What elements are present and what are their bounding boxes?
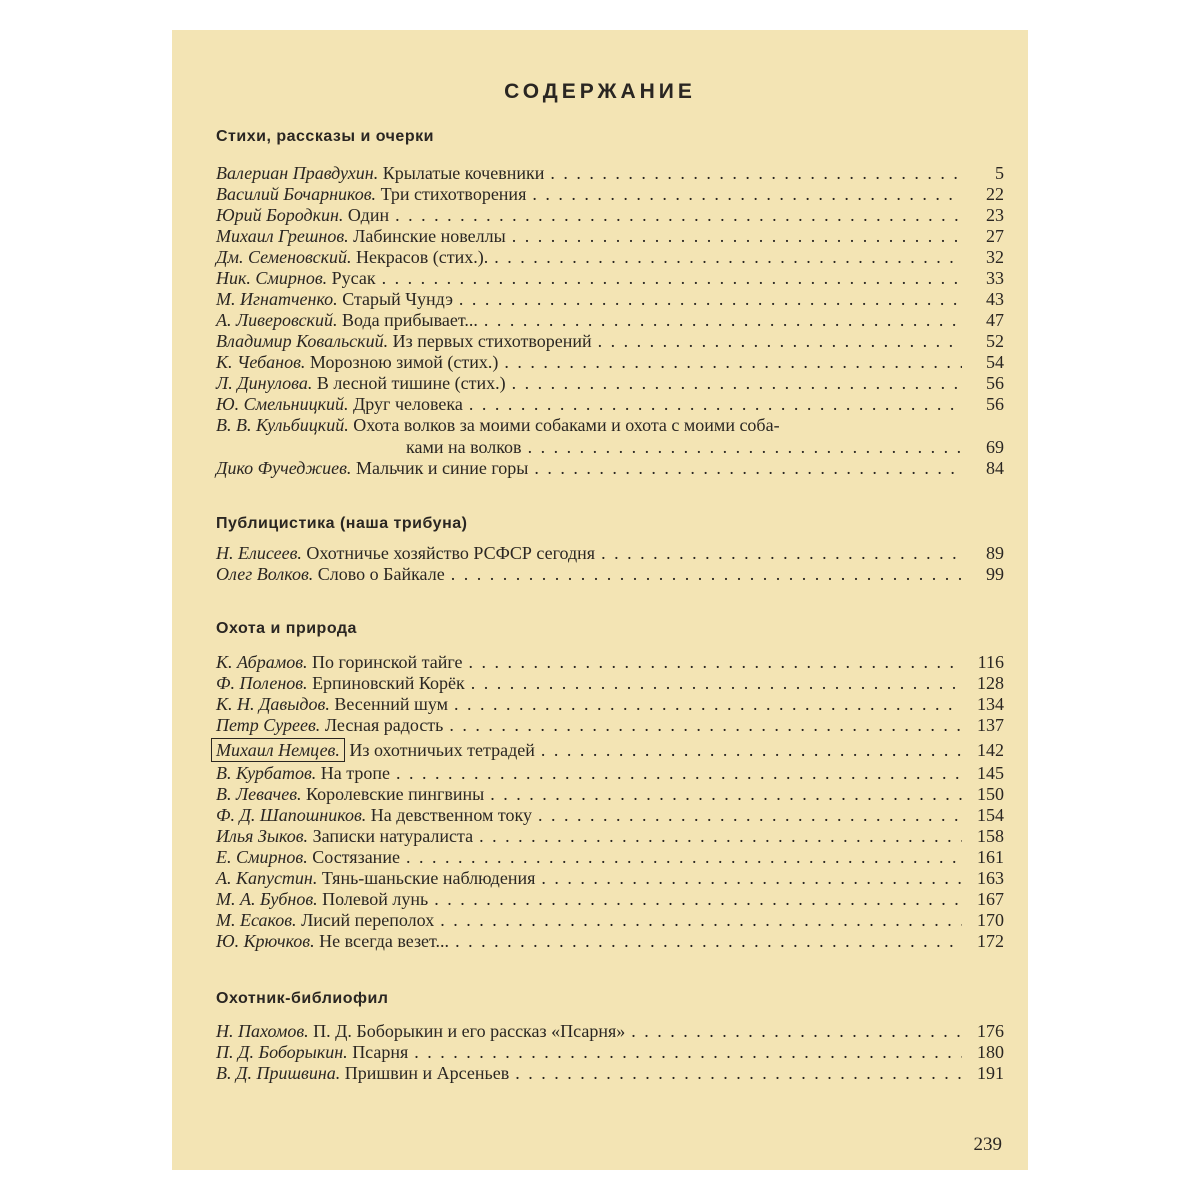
toc-entry — [216, 930, 1004, 952]
entry-title: Охота волков за моими собаками и охота с моими соба- — [353, 415, 780, 435]
leader-dots — [550, 162, 962, 184]
leader-dots — [512, 225, 962, 247]
entry-page: 89 — [986, 543, 1004, 563]
entry-author: Валериан Правдухин. — [216, 163, 379, 183]
entry-author: К. Абрамов. — [216, 652, 308, 672]
entry-page: 137 — [977, 715, 1004, 735]
toc-entry — [216, 267, 1004, 289]
toc-entry — [216, 714, 1004, 736]
leader-dots — [479, 825, 962, 847]
contents-heading: СОДЕРЖАНИЕ — [504, 80, 696, 103]
leader-dots — [469, 393, 962, 415]
entry-author: Ф. Д. Шапошников. — [216, 805, 367, 825]
entry-author: Михаил Немцев. — [211, 738, 345, 762]
toc-entry — [216, 1041, 1004, 1063]
entry-author: Юрий Бородкин. — [216, 205, 344, 225]
toc-entry — [216, 288, 1004, 310]
toc-entry — [216, 762, 1004, 784]
leader-dots — [459, 288, 962, 310]
leader-dots — [528, 436, 962, 458]
entry-page: 69 — [986, 437, 1004, 457]
toc-entry — [216, 825, 1004, 847]
toc-entry — [216, 888, 1004, 910]
entry-author: Ю. Крючков. — [216, 931, 315, 951]
toc-entry — [216, 393, 1004, 415]
entry-author: Ю. Смельницкий. — [216, 394, 349, 414]
toc-entry — [216, 246, 1004, 268]
section-title: Стихи, рассказы и очерки — [216, 128, 434, 145]
toc-entry — [216, 309, 1004, 331]
entry-title: Охотничье хозяйство РСФСР сегодня — [306, 543, 596, 563]
leader-dots — [515, 1062, 962, 1084]
entry-page: 191 — [977, 1063, 1004, 1083]
leader-dots — [406, 846, 962, 868]
entry-page: 172 — [977, 931, 1004, 951]
leader-dots — [490, 783, 962, 805]
entry-title: Лесная радость — [324, 715, 444, 735]
entry-title: Из первых стихотворений — [392, 331, 592, 351]
page-number: 239 — [973, 1134, 1002, 1155]
toc-entry — [216, 867, 1004, 889]
entry-page: 5 — [995, 163, 1004, 183]
entry-author: А. Ливеровский. — [216, 310, 338, 330]
entry-title: Три стихотворения — [380, 184, 527, 204]
toc-entry — [216, 1062, 1004, 1084]
entry-page: 52 — [986, 331, 1004, 351]
entry-title: Ерпиновский Корёк — [312, 673, 465, 693]
leader-dots — [434, 888, 962, 910]
leader-dots — [454, 693, 962, 715]
entry-page: 54 — [986, 352, 1004, 372]
toc-entry — [216, 693, 1004, 715]
leader-dots — [451, 563, 962, 585]
entry-page: 176 — [977, 1021, 1004, 1041]
entry-title: Лабинские новеллы — [353, 226, 506, 246]
entry-author: К. Н. Давыдов. — [216, 694, 330, 714]
entry-author: Василий Бочарников. — [216, 184, 377, 204]
entry-author: К. Чебанов. — [216, 352, 306, 372]
entry-page: 56 — [986, 394, 1004, 414]
entry-title: По горинской тайге — [312, 652, 463, 672]
leader-dots — [414, 1041, 962, 1063]
book-page — [172, 30, 1028, 1170]
entry-page: 116 — [977, 652, 1004, 672]
toc-entry — [216, 1020, 1004, 1042]
entry-page: 134 — [977, 694, 1004, 714]
entry-title: Морозною зимой (стих.) — [309, 352, 499, 372]
entry-title: Некрасов (стих.). — [356, 247, 489, 267]
entry-title: В лесной тишине (стих.) — [316, 373, 506, 393]
entry-author: Е. Смирнов. — [216, 847, 308, 867]
leader-dots — [534, 457, 962, 479]
entry-title: На девственном току — [370, 805, 532, 825]
entry-author: Дм. Семеновский. — [216, 247, 352, 267]
leader-dots — [601, 542, 962, 564]
leader-dots — [631, 1020, 962, 1042]
toc-entry — [216, 183, 1004, 205]
entry-title: Слово о Байкале — [317, 564, 445, 584]
entry-author: Дико Фучеджиев. — [216, 458, 352, 478]
leader-dots — [512, 372, 962, 394]
leader-dots — [469, 651, 962, 673]
entry-page: 23 — [986, 205, 1004, 225]
toc-entry — [216, 738, 1004, 760]
leader-dots — [541, 867, 962, 889]
entry-page: 142 — [977, 740, 1004, 760]
entry-page: 56 — [986, 373, 1004, 393]
toc-entry — [216, 225, 1004, 247]
leader-dots — [504, 351, 962, 373]
leader-dots — [382, 267, 962, 289]
entry-page: 33 — [986, 268, 1004, 288]
leader-dots — [440, 909, 962, 931]
entry-author: М. А. Бубнов. — [216, 889, 318, 909]
leader-dots — [532, 183, 962, 205]
entry-page: 47 — [986, 310, 1004, 330]
toc-entry — [216, 804, 1004, 826]
entry-page: 163 — [977, 868, 1004, 888]
section-title: Охотник-библиофил — [216, 990, 389, 1007]
entry-author: Л. Динулова. — [216, 373, 313, 393]
entry-page: 84 — [986, 458, 1004, 478]
entry-author: А. Капустин. — [216, 868, 318, 888]
entry-page: 158 — [977, 826, 1004, 846]
toc-entry — [216, 162, 1004, 184]
leader-dots — [538, 804, 962, 826]
entry-title: Весенний шум — [334, 694, 449, 714]
leader-dots — [449, 714, 962, 736]
entry-title: Крылатые кочевники — [382, 163, 545, 183]
entry-page: 150 — [977, 784, 1004, 804]
entry-title: На тропе — [320, 763, 390, 783]
entry-author: Ф. Поленов. — [216, 673, 308, 693]
entry-title: Тянь-шаньские наблюдения — [321, 868, 536, 888]
entry-title: Мальчик и синие горы — [355, 458, 529, 478]
entry-title: Старый Чундэ — [342, 289, 453, 309]
entry-title: П. Д. Боборыкин и его рассказ «Псарня» — [313, 1021, 626, 1041]
toc-entry — [216, 783, 1004, 805]
entry-page: 154 — [977, 805, 1004, 825]
entry-title: Из охотничьих тетрадей — [349, 740, 535, 760]
entry-author: Владимир Ковальский. — [216, 331, 389, 351]
entry-page: 161 — [977, 847, 1004, 867]
entry-title: Королевские пингвины — [306, 784, 485, 804]
entry-author: Петр Суреев. — [216, 715, 321, 735]
entry-title: Один — [347, 205, 390, 225]
leader-dots — [455, 930, 962, 952]
entry-page: 145 — [977, 763, 1004, 783]
entry-author: Михаил Грешнов. — [216, 226, 349, 246]
toc-entry — [216, 909, 1004, 931]
toc-entry — [216, 414, 1004, 458]
entry-title-continued: ками на волков — [406, 437, 522, 457]
entry-author: М. Есаков. — [216, 910, 297, 930]
entry-author: Ник. Смирнов. — [216, 268, 328, 288]
entry-title: Друг человека — [353, 394, 463, 414]
toc-entry — [216, 330, 1004, 352]
toc-entry — [216, 204, 1004, 226]
entry-page: 99 — [986, 564, 1004, 584]
entry-page: 167 — [977, 889, 1004, 909]
leader-dots — [541, 739, 962, 761]
entry-author: Олег Волков. — [216, 564, 314, 584]
toc-entry — [216, 351, 1004, 373]
entry-page: 128 — [977, 673, 1004, 693]
leader-dots — [494, 246, 962, 268]
entry-author: Илья Зыков. — [216, 826, 309, 846]
leader-dots — [396, 762, 962, 784]
entry-author: В. Курбатов. — [216, 763, 317, 783]
entry-title: Не всегда везет... — [319, 931, 450, 951]
entry-title: Русак — [331, 268, 376, 288]
toc-entry — [216, 672, 1004, 694]
section-title: Охота и природа — [216, 620, 357, 637]
entry-title: Лисий переполох — [301, 910, 435, 930]
section-title: Публицистика (наша трибуна) — [216, 515, 468, 532]
entry-page: 180 — [977, 1042, 1004, 1062]
entry-author: Н. Елисеев. — [216, 543, 302, 563]
leader-dots — [395, 204, 962, 226]
entry-title: Вода прибывает... — [341, 310, 478, 330]
toc-entry — [216, 563, 1004, 585]
entry-author: В. Левачев. — [216, 784, 302, 804]
entry-page: 32 — [986, 247, 1004, 267]
entry-title: Состязание — [312, 847, 400, 867]
toc-entry — [216, 372, 1004, 394]
entry-title: Записки натуралиста — [312, 826, 474, 846]
toc-entry — [216, 542, 1004, 564]
entry-author: В. В. Кульбицкий. — [216, 415, 349, 435]
toc-entry — [216, 846, 1004, 868]
entry-title: Псарня — [352, 1042, 409, 1062]
leader-dots — [484, 309, 962, 331]
leader-dots — [598, 330, 962, 352]
entry-page: 170 — [977, 910, 1004, 930]
entry-page: 27 — [986, 226, 1004, 246]
entry-author: В. Д. Пришвина. — [216, 1063, 341, 1083]
entry-page: 43 — [986, 289, 1004, 309]
toc-entry — [216, 651, 1004, 673]
entry-title: Пришвин и Арсеньев — [344, 1063, 510, 1083]
entry-author: М. Игнатченко. — [216, 289, 338, 309]
toc-entry — [216, 457, 1004, 479]
entry-author: П. Д. Боборыкин. — [216, 1042, 348, 1062]
entry-title: Полевой лунь — [322, 889, 429, 909]
leader-dots — [471, 672, 962, 694]
entry-author: Н. Пахомов. — [216, 1021, 309, 1041]
entry-page: 22 — [986, 184, 1004, 204]
